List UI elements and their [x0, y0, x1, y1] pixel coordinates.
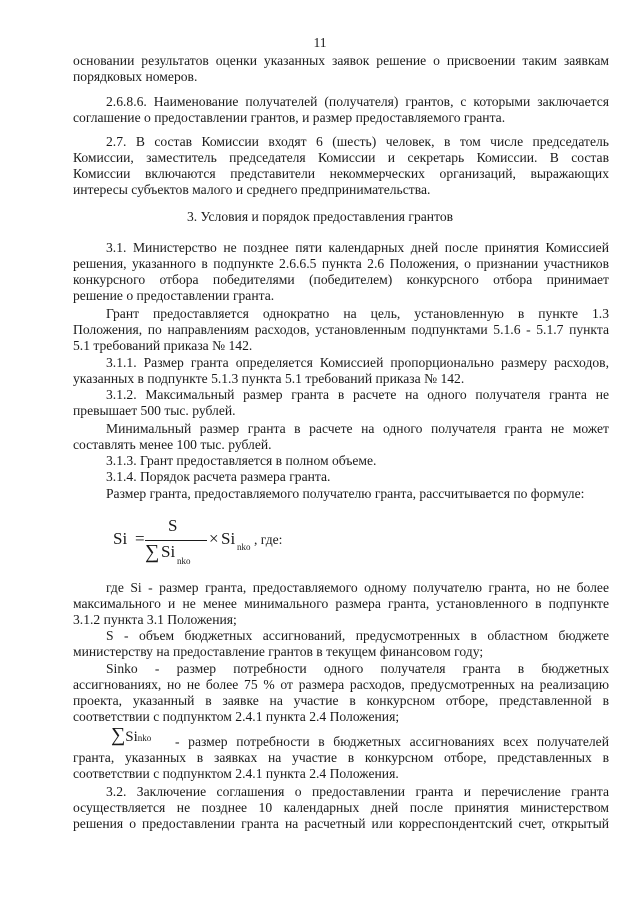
text-line: 3.1.4. Порядок расчета размера гранта.: [106, 469, 331, 484]
text-line: конкурсного отбора победителями (победителем) конкурсного отбора принимает: [73, 272, 609, 287]
formula-suffix: , где:: [254, 532, 283, 547]
text-line: 3.1.2. Максимальный размер гранта в расчете на одного получателя гранта не: [106, 387, 609, 402]
text-line: решения о предоставлении гранта на расчетный или корреспондентский счет, открытый: [73, 816, 609, 831]
text-line: осуществляется не позднее 10 календарных дней после принятия министерством: [73, 800, 609, 815]
text-line: соглашение о предоставлении грантов, и размер предоставляемого гранта.: [73, 110, 506, 125]
text-line: решения, указанного в подпункте 2.6.6.5 пункта 2.6 Положения, о признании участников: [73, 256, 609, 271]
text-line: указанных в подпункте 5.1.3 пункта 5.1 требований приказа № 142.: [73, 371, 465, 386]
formula-den-var: Si: [161, 542, 176, 561]
text-line: Положения, по направлениям расходов, установленным подпунктами 5.1.6 - 5.1.7 пункта: [73, 322, 609, 337]
text-line: соответствии с подпунктом 2.4.1 пункта 2.4 Положения;: [73, 709, 400, 724]
text-line: министерству на предоставление грантов в текущем финансовом году;: [73, 644, 484, 659]
text-line: Грант предоставляется однократно на цель, установленную в пункте 1.3: [106, 306, 609, 321]
text-line: 3.1.1. Размер гранта определяется Комиссией пропорционально размеру расходов,: [106, 355, 609, 370]
text-line: где Si - размер гранта, предоставляемого одному получателю гранта, но не более: [106, 580, 609, 595]
text-line: Комиссии, заместитель председателя Комиссии и секретарь Комиссии. В состав: [73, 150, 609, 165]
formula-numerator: S: [168, 516, 178, 535]
text-line: Размер гранта, предоставляемого получателю гранта, рассчитывается по формуле:: [106, 486, 585, 501]
text-line: порядковых номеров.: [73, 69, 198, 84]
grant-formula: [113, 512, 313, 568]
text-line: 2.7. В состав Комиссии входят 6 (шесть) человек, в том числе председатель: [106, 134, 609, 149]
page-number: 11: [313, 35, 327, 50]
text-line: 5.1 требований приказа № 142.: [73, 338, 253, 353]
text-line: 2.6.8.6. Наименование получателей (получателя) грантов, с которыми заключается: [106, 94, 609, 109]
section-heading: 3. Условия и порядок предоставления грантов: [186, 209, 454, 224]
sigma-term: [111, 724, 151, 747]
formula-times: ×: [209, 529, 219, 548]
formula-mult-sub: nko: [237, 542, 251, 552]
text-line: 3.1.3. Грант предоставляется в полном объеме.: [106, 453, 377, 468]
text-line: Минимальный размер гранта в расчете на одного получателя гранта не может: [106, 421, 609, 436]
text-line: максимального и не менее минимального размера гранта, установленного в подпункте: [73, 596, 609, 611]
sigma-var: Si: [125, 729, 138, 745]
text-line: - размер потребности в бюджетных ассигнованиях всех получателей: [175, 734, 609, 749]
text-line: Комиссии включаются представители некоммерческих организаций, выражающих: [73, 166, 609, 181]
text-line: соответствии с подпунктом 2.4.1 пункта 2.4 Положения.: [73, 766, 399, 781]
formula-mult-var: Si: [221, 529, 236, 548]
text-line: 3.1.2 пункта 3.1 Положения;: [73, 612, 237, 627]
text-line: ассигнованиях, но не более 75 % от размера расходов, предусмотренных на реализацию: [73, 677, 609, 692]
sigma-symbol: ∑: [111, 724, 126, 746]
sigma-symbol: ∑: [145, 541, 160, 563]
text-line: основании результатов оценки указанных заявок решение о присвоении таким заявкам: [73, 53, 609, 68]
text-line: превышает 500 тыс. рублей.: [73, 403, 236, 418]
text-line: 3.1. Министерство не позднее пяти календарных дней после принятия Комиссией: [106, 240, 609, 255]
text-line: Sinko - размер потребности одного получателя гранта в бюджетных: [106, 661, 609, 676]
text-line: 3.2. Заключение соглашения о предоставлении гранта и перечисление гранта: [106, 784, 609, 799]
text-line: S - объем бюджетных ассигнований, предусмотренных в областном бюджете: [106, 628, 609, 643]
formula-equals: =: [135, 529, 145, 548]
text-line: гранта, указанных в заявках на участие в конкурсном отборе, представленных в: [73, 750, 609, 765]
text-line: составлять менее 100 тыс. рублей.: [73, 437, 272, 452]
text-line: решение о предоставлении гранта.: [73, 288, 275, 303]
text-line: проекта, указанный в заявке на участие в конкурсном отборе, представленной в: [73, 693, 609, 708]
formula-den-sub: nko: [177, 556, 191, 566]
formula-lhs: Si: [113, 529, 128, 548]
text-line: интересы субъектов малого и среднего предпринимательства.: [73, 182, 431, 197]
sigma-sub: nko: [137, 733, 152, 743]
